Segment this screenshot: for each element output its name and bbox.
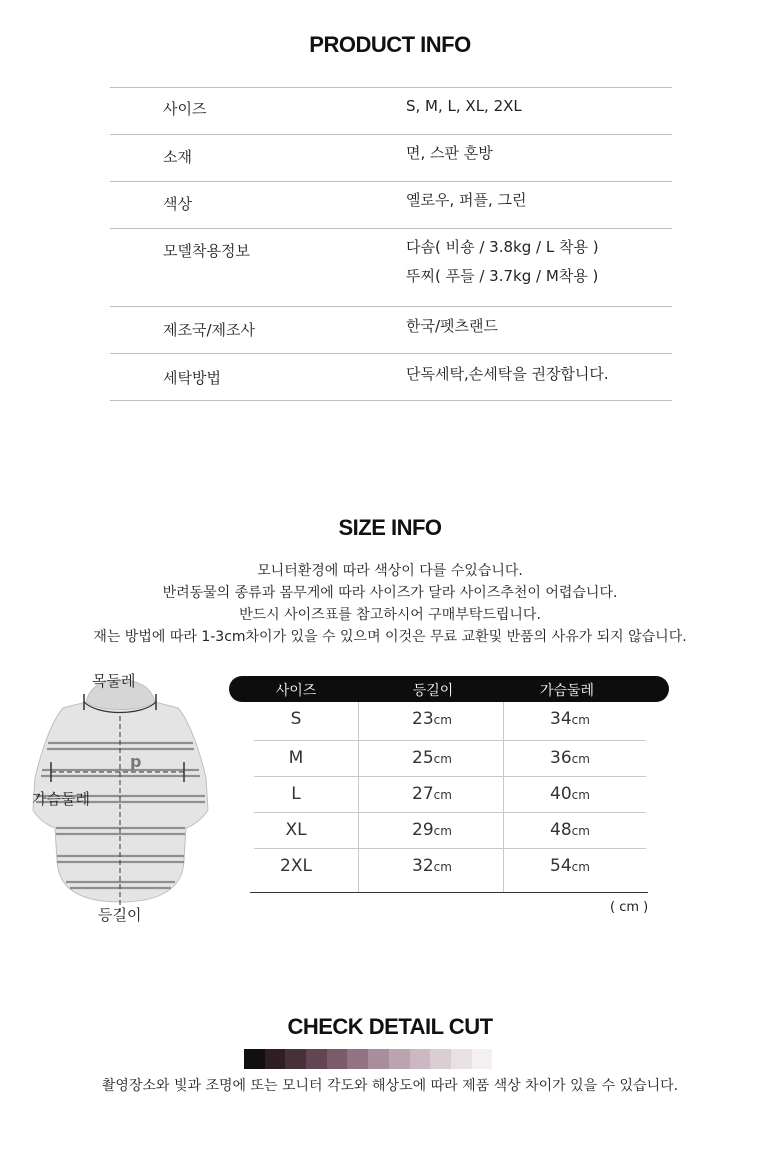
table-row — [110, 229, 672, 307]
size-cell: M — [288, 748, 304, 768]
row-label: 세탁방법 — [163, 369, 221, 387]
detail-cut-title: CHECK DETAIL CUT — [287, 1014, 493, 1039]
color-swatch — [368, 1049, 389, 1069]
table-row — [110, 135, 672, 182]
color-swatch — [244, 1049, 265, 1069]
row-value-line: 단독세탁,손세탁을 권장합니다. — [406, 365, 609, 383]
color-disclaimer: 촬영장소와 빛과 조명에 또는 모니터 각도와 해상도에 따라 제품 색상 차이가 있을 수 있습니다. — [101, 1078, 679, 1094]
size-notes — [0, 560, 780, 648]
back-cell: 25cm — [412, 748, 452, 768]
unit-note: ( cm ) — [610, 900, 649, 915]
color-swatch — [327, 1049, 348, 1069]
size-cell: S — [290, 709, 302, 729]
color-swatch — [430, 1049, 451, 1069]
row-value-line: 면, 스판 혼방 — [406, 144, 493, 162]
back-length-label: 등길이 — [98, 906, 142, 924]
table-row — [254, 741, 646, 777]
back-cell: 27cm — [412, 784, 452, 804]
row-label: 소재 — [163, 148, 192, 166]
size-table-header — [229, 676, 669, 702]
header-size: 사이즈 — [275, 683, 317, 699]
back-cell: 32cm — [412, 856, 452, 876]
header-back-length: 등길이 — [412, 683, 454, 699]
color-swatch — [451, 1049, 472, 1069]
row-value — [406, 312, 498, 341]
row-value — [406, 360, 609, 389]
table-row — [254, 702, 646, 741]
size-cell: XL — [285, 820, 307, 840]
chest-label: 가슴둘레 — [32, 790, 90, 808]
color-swatch — [265, 1049, 286, 1069]
row-value-line: 다솜( 비숑 / 3.8kg / L 착용 ) — [406, 238, 599, 256]
row-value — [406, 139, 493, 168]
neck-label: 목둘레 — [92, 672, 136, 690]
table-row — [110, 354, 672, 401]
row-value — [406, 186, 527, 215]
svg-text:p: p — [130, 752, 142, 771]
chest-cell: 54cm — [550, 856, 590, 876]
table-row — [110, 88, 672, 135]
table-row — [110, 182, 672, 229]
row-value — [406, 92, 522, 121]
color-swatch — [472, 1049, 493, 1069]
table-row — [254, 813, 646, 849]
color-swatch — [410, 1049, 431, 1069]
note-line: 반드시 사이즈표를 참고하시어 구매부탁드립니다. — [239, 607, 541, 623]
table-row — [254, 777, 646, 813]
product-info-table — [110, 87, 672, 401]
color-swatch — [306, 1049, 327, 1069]
back-cell: 23cm — [412, 709, 452, 729]
chest-cell: 40cm — [550, 784, 590, 804]
chest-cell: 36cm — [550, 748, 590, 768]
garment-measure-diagram — [18, 660, 223, 930]
back-cell: 29cm — [412, 820, 452, 840]
note-line: 재는 방법에 따라 1-3cm차이가 있을 수 있으며 이것은 무료 교환및 반품의 사유가 되지 않습니다. — [93, 629, 687, 645]
row-label: 모델착용정보 — [163, 242, 250, 260]
row-value-line: 한국/펫츠랜드 — [406, 317, 498, 335]
row-value-line: S, M, L, XL, 2XL — [406, 97, 522, 115]
table-row — [254, 849, 646, 884]
header-chest: 가슴둘레 — [539, 683, 595, 699]
size-cell: L — [291, 784, 301, 804]
size-info-title: SIZE INFO — [338, 515, 442, 540]
color-swatch — [285, 1049, 306, 1069]
note-line: 반려동물의 종류과 몸무게에 따라 사이즈가 달라 사이즈추천이 어렵습니다. — [162, 585, 618, 601]
product-info-title: PRODUCT INFO — [309, 32, 471, 57]
size-cell: 2XL — [280, 856, 312, 876]
row-value-line: 옐로우, 퍼플, 그린 — [406, 191, 527, 209]
size-table — [254, 702, 646, 884]
note-line: 모니터환경에 따라 색상이 다를 수있습니다. — [257, 563, 523, 579]
color-swatch — [347, 1049, 368, 1069]
color-swatch — [389, 1049, 410, 1069]
table-row — [110, 307, 672, 354]
row-label: 사이즈 — [163, 100, 207, 118]
row-value — [406, 233, 599, 291]
row-label: 색상 — [163, 195, 192, 213]
row-label: 제조국/제조사 — [163, 321, 255, 339]
chest-cell: 34cm — [550, 709, 590, 729]
color-gradient-swatch — [244, 1049, 492, 1069]
chest-cell: 48cm — [550, 820, 590, 840]
table-bottom-rule — [250, 892, 648, 893]
row-value-line: 뚜찌( 푸들 / 3.7kg / M착용 ) — [406, 267, 599, 285]
